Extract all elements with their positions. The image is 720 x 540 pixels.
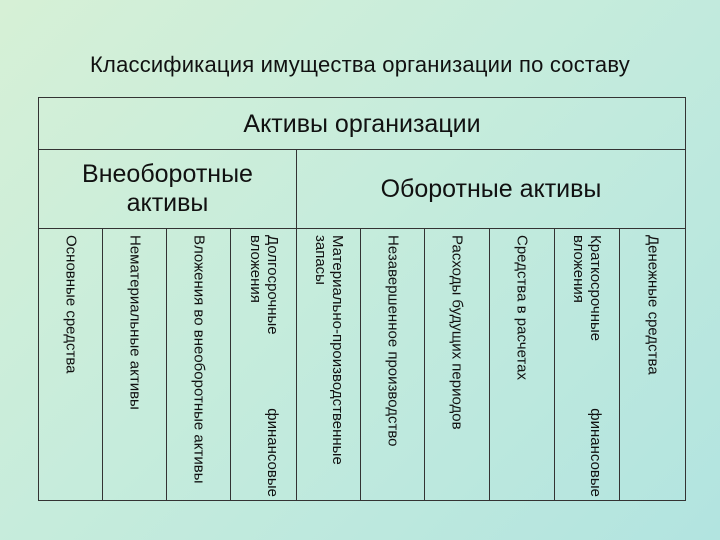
current-assets-label: Оборотные активы <box>380 174 602 203</box>
column-receivables <box>490 228 555 500</box>
current-assets-group <box>297 150 685 228</box>
long-term-investments-label: Долгосрочные финансовые вложения <box>246 235 281 497</box>
noncurrent-assets-group <box>39 150 297 228</box>
assets-table <box>38 97 686 501</box>
fixed-assets-label: Основные средства <box>62 235 79 374</box>
noncurrent-assets-label: Внеоборотные активы <box>82 160 253 217</box>
slide-title: Классификация имущества организации по составу <box>90 52 630 77</box>
column-deferred-expenses <box>425 228 490 500</box>
column-inventories <box>297 228 361 500</box>
column-noncurrent-investments <box>167 228 231 500</box>
column-cash <box>620 228 685 500</box>
deferred-expenses-label: Расходы будущих периодов <box>448 235 466 430</box>
assets-header: Активы организации <box>39 98 685 150</box>
intangible-assets-label: Нематериальные активы <box>126 235 143 410</box>
work-in-progress-label: Незавершенное производство <box>384 235 401 447</box>
short-term-investments-label: Краткосрочные финансовые вложения <box>570 235 604 497</box>
column-work-in-progress <box>361 228 425 500</box>
column-intangible-assets <box>103 228 167 500</box>
column-long-term-investments <box>231 228 297 500</box>
column-short-term-investments <box>555 228 620 500</box>
receivables-label: Средства в расчетах <box>513 235 531 380</box>
column-fixed-assets <box>39 228 103 500</box>
cash-label: Денежные средства <box>644 235 661 375</box>
noncurrent-investments-label: Вложения во внеоборотные активы <box>190 235 207 484</box>
inventories-label: Материально-производственные запасы <box>311 235 346 465</box>
